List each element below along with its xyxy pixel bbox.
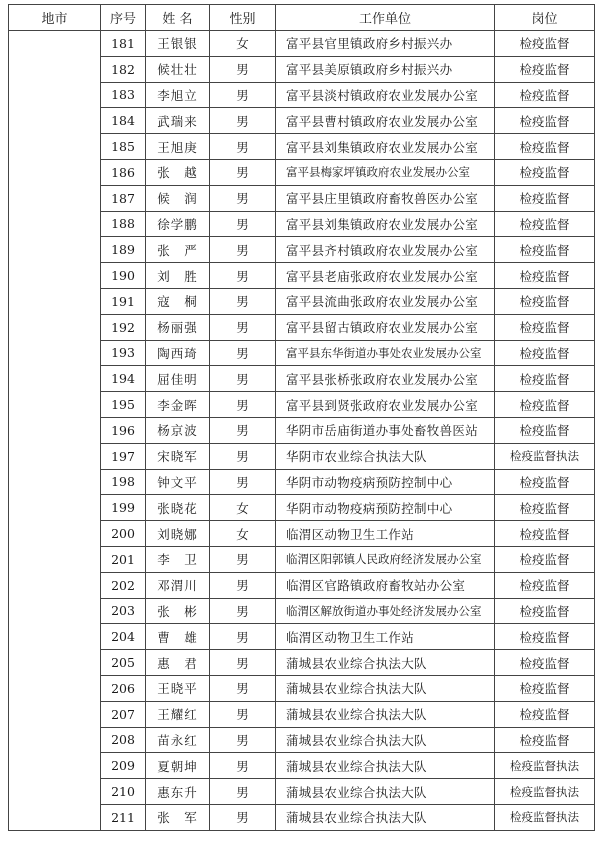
work-unit: 临渭区动物卫生工作站 [276,521,495,547]
position: 检疫监督 [495,675,595,701]
position: 检疫监督 [495,495,595,521]
gender: 男 [210,572,276,598]
work-unit: 富平县曹村镇政府农业发展办公室 [276,108,495,134]
row-number: 185 [101,134,146,160]
work-unit: 富平县张桥张政府农业发展办公室 [276,366,495,392]
work-unit: 富平县流曲张政府农业发展办公室 [276,288,495,314]
gender: 男 [210,598,276,624]
gender: 男 [210,417,276,443]
position: 检疫监督 [495,624,595,650]
person-name: 候 润 [146,185,210,211]
work-unit: 富平县到贤张政府农业发展办公室 [276,392,495,418]
work-unit: 富平县官里镇政府乡村振兴办 [276,31,495,57]
person-name: 李旭立 [146,82,210,108]
person-name: 惠东升 [146,779,210,805]
person-name: 候壮壮 [146,56,210,82]
person-name: 徐学鹏 [146,211,210,237]
gender: 男 [210,134,276,160]
position: 检疫监督 [495,31,595,57]
row-number: 188 [101,211,146,237]
header-city: 地市 [9,5,101,31]
position: 检疫监督执法 [495,779,595,805]
header-row [9,5,595,31]
gender: 男 [210,263,276,289]
position: 检疫监督 [495,108,595,134]
row-number: 192 [101,314,146,340]
city-cell [9,31,101,831]
row-number: 207 [101,701,146,727]
row-number: 182 [101,56,146,82]
position: 检疫监督 [495,572,595,598]
person-name: 曹 雄 [146,624,210,650]
person-name: 张 军 [146,804,210,830]
work-unit: 富平县齐村镇政府农业发展办公室 [276,237,495,263]
gender: 女 [210,495,276,521]
gender: 男 [210,675,276,701]
work-unit: 蒲城县农业综合执法大队 [276,727,495,753]
person-name: 刘晓娜 [146,521,210,547]
row-number: 203 [101,598,146,624]
position: 检疫监督执法 [495,443,595,469]
row-number: 191 [101,288,146,314]
work-unit: 蒲城县农业综合执法大队 [276,701,495,727]
work-unit: 富平县刘集镇政府农业发展办公室 [276,211,495,237]
gender: 男 [210,108,276,134]
position: 检疫监督 [495,288,595,314]
position: 检疫监督 [495,237,595,263]
person-name: 寇 桐 [146,288,210,314]
position: 检疫监督 [495,521,595,547]
row-number: 195 [101,392,146,418]
row-number: 208 [101,727,146,753]
position: 检疫监督 [495,417,595,443]
person-name: 陶西琦 [146,340,210,366]
work-unit: 临渭区解放街道办事处经济发展办公室 [276,598,495,624]
person-name: 王耀红 [146,701,210,727]
person-name: 王银银 [146,31,210,57]
position: 检疫监督 [495,469,595,495]
work-unit: 华阴市动物疫病预防控制中心 [276,469,495,495]
position: 检疫监督 [495,340,595,366]
gender: 男 [210,340,276,366]
gender: 男 [210,469,276,495]
position: 检疫监督执法 [495,804,595,830]
gender: 男 [210,159,276,185]
gender: 男 [210,650,276,676]
position: 检疫监督 [495,56,595,82]
person-name: 夏朝坤 [146,753,210,779]
person-name: 王晓平 [146,675,210,701]
person-name: 惠 君 [146,650,210,676]
header-number: 序号 [101,5,146,31]
work-unit: 临渭区官路镇政府畜牧站办公室 [276,572,495,598]
gender: 男 [210,727,276,753]
gender: 男 [210,392,276,418]
work-unit: 蒲城县农业综合执法大队 [276,650,495,676]
person-name: 刘 胜 [146,263,210,289]
position: 检疫监督 [495,263,595,289]
position: 检疫监督执法 [495,753,595,779]
gender: 男 [210,288,276,314]
row-number: 199 [101,495,146,521]
gender: 男 [210,779,276,805]
person-name: 杨京波 [146,417,210,443]
person-name: 张 彬 [146,598,210,624]
row-number: 190 [101,263,146,289]
person-name: 王旭庚 [146,134,210,160]
person-name: 武瑞来 [146,108,210,134]
personnel-table [8,4,595,831]
work-unit: 蒲城县农业综合执法大队 [276,675,495,701]
row-number: 201 [101,546,146,572]
work-unit: 富平县梅家坪镇政府农业发展办公室 [276,159,495,185]
work-unit: 富平县美原镇政府乡村振兴办 [276,56,495,82]
position: 检疫监督 [495,392,595,418]
work-unit: 蒲城县农业综合执法大队 [276,779,495,805]
header-gender: 性别 [210,5,276,31]
work-unit: 富平县刘集镇政府农业发展办公室 [276,134,495,160]
person-name: 张晓花 [146,495,210,521]
row-number: 209 [101,753,146,779]
gender: 男 [210,237,276,263]
row-number: 187 [101,185,146,211]
position: 检疫监督 [495,598,595,624]
person-name: 钟文平 [146,469,210,495]
position: 检疫监督 [495,82,595,108]
gender: 男 [210,56,276,82]
person-name: 宋晓军 [146,443,210,469]
work-unit: 富平县老庙张政府农业发展办公室 [276,263,495,289]
gender: 男 [210,82,276,108]
position: 检疫监督 [495,211,595,237]
gender: 男 [210,804,276,830]
work-unit: 临渭区动物卫生工作站 [276,624,495,650]
person-name: 杨丽强 [146,314,210,340]
position: 检疫监督 [495,366,595,392]
table-body [9,31,595,831]
row-number: 206 [101,675,146,701]
position: 检疫监督 [495,185,595,211]
work-unit: 华阴市岳庙街道办事处畜牧兽医站 [276,417,495,443]
gender: 男 [210,701,276,727]
work-unit: 临渭区阳郭镇人民政府经济发展办公室 [276,546,495,572]
work-unit: 富平县淡村镇政府农业发展办公室 [276,82,495,108]
row-number: 183 [101,82,146,108]
work-unit: 富平县留古镇政府农业发展办公室 [276,314,495,340]
row-number: 193 [101,340,146,366]
position: 检疫监督 [495,159,595,185]
row-number: 204 [101,624,146,650]
header-work-unit: 工作单位 [276,5,495,31]
gender: 女 [210,521,276,547]
work-unit: 富平县庄里镇政府畜牧兽医办公室 [276,185,495,211]
gender: 男 [210,185,276,211]
row-number: 196 [101,417,146,443]
gender: 男 [210,443,276,469]
work-unit: 华阴市农业综合执法大队 [276,443,495,469]
gender: 男 [210,546,276,572]
header-position: 岗位 [495,5,595,31]
row-number: 198 [101,469,146,495]
row-number: 211 [101,804,146,830]
gender: 男 [210,624,276,650]
row-number: 194 [101,366,146,392]
position: 检疫监督 [495,546,595,572]
row-number: 200 [101,521,146,547]
position: 检疫监督 [495,650,595,676]
row-number: 197 [101,443,146,469]
row-number: 210 [101,779,146,805]
gender: 男 [210,211,276,237]
header-name: 姓 名 [146,5,210,31]
gender: 男 [210,366,276,392]
position: 检疫监督 [495,701,595,727]
person-name: 苗永红 [146,727,210,753]
gender: 男 [210,753,276,779]
row-number: 189 [101,237,146,263]
position: 检疫监督 [495,314,595,340]
person-name: 李金晖 [146,392,210,418]
person-name: 邓渭川 [146,572,210,598]
gender: 男 [210,314,276,340]
row-number: 184 [101,108,146,134]
person-name: 屈佳明 [146,366,210,392]
gender: 女 [210,31,276,57]
row-number: 186 [101,159,146,185]
work-unit: 蒲城县农业综合执法大队 [276,804,495,830]
person-name: 张 严 [146,237,210,263]
position: 检疫监督 [495,727,595,753]
row-number: 205 [101,650,146,676]
person-name: 李 卫 [146,546,210,572]
row-number: 202 [101,572,146,598]
work-unit: 华阴市动物疫病预防控制中心 [276,495,495,521]
work-unit: 富平县东华街道办事处农业发展办公室 [276,340,495,366]
position: 检疫监督 [495,134,595,160]
row-number: 181 [101,31,146,57]
work-unit: 蒲城县农业综合执法大队 [276,753,495,779]
person-name: 张 越 [146,159,210,185]
table-row [9,31,595,57]
